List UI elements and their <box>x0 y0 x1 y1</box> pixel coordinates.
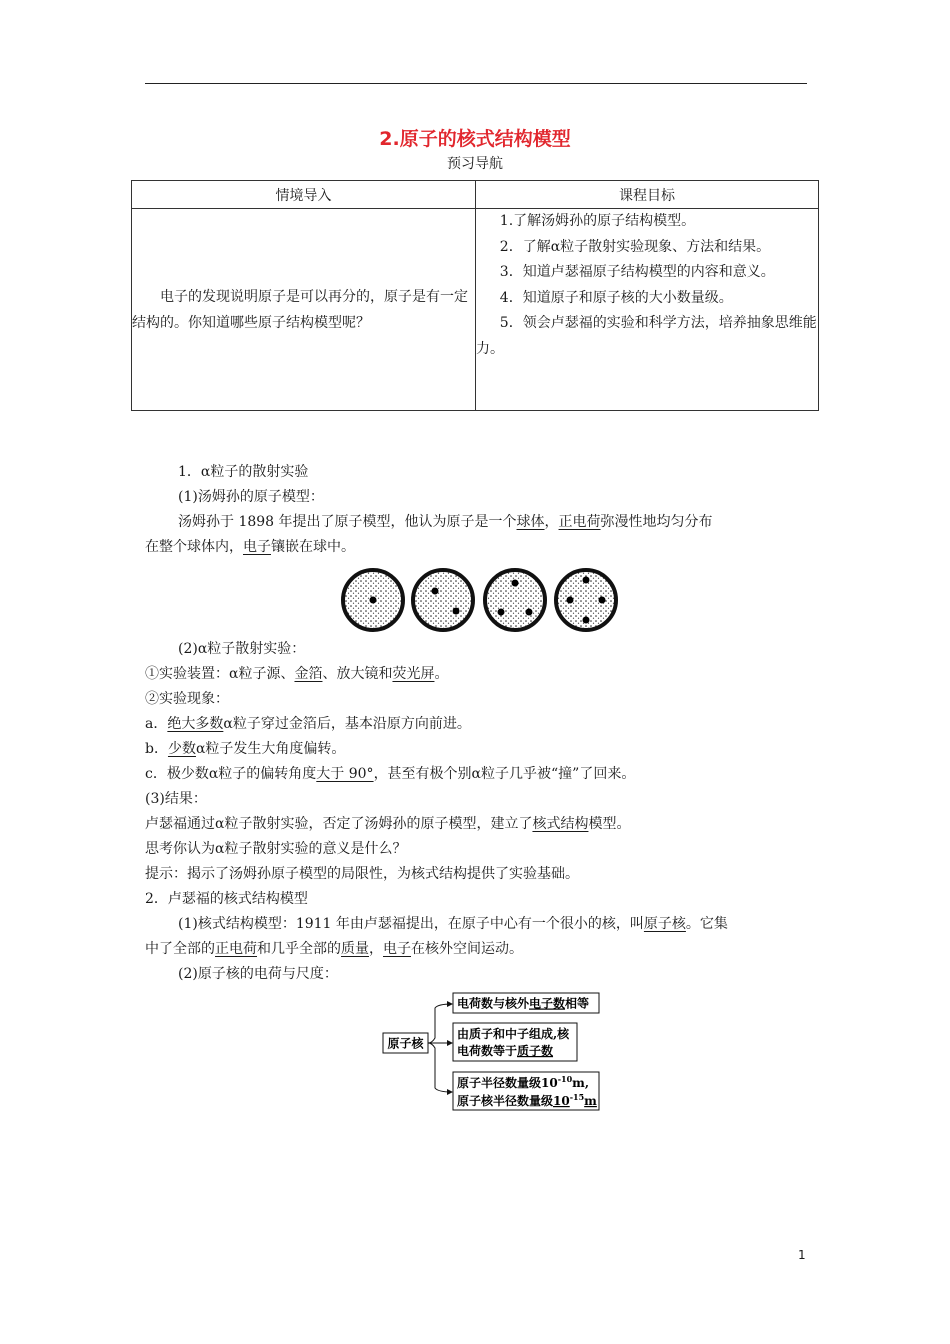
goal-item: 4．知道原子和原子核的大小数量级。 <box>499 289 733 306</box>
thomson-model-figure <box>340 565 620 637</box>
branch-3-line-1: 原子半径数量级$10^{-10}m$, <box>457 1074 590 1090</box>
section-heading: 2．卢瑟福的核式结构模型 <box>145 891 308 907</box>
preview-table <box>131 180 819 411</box>
experiment-device: ①实验装置：α粒子源、金箔、放大镜和荧光屏。 <box>145 666 449 682</box>
phenomenon-a: a．绝大多数α粒子穿过金箔后，基本沿原方向前进。 <box>145 716 471 732</box>
goal-item: 5．领会卢瑟福的实验和科学方法，培养抽象思维能力。 <box>476 315 817 357</box>
section-1-cont <box>145 637 810 987</box>
subheading: (3)结果： <box>145 791 207 807</box>
experiment-phenomena: ②实验现象： <box>145 691 229 707</box>
header-goals: 课程目标 <box>476 181 819 209</box>
branch-line-1 <box>428 1004 452 1043</box>
goal-item: 1.了解汤姆孙的原子结构模型。 <box>499 213 696 229</box>
goal-item: 2．了解α粒子散射实验现象、方法和结果。 <box>499 238 771 255</box>
subheading: (2)α粒子散射实验： <box>178 641 306 657</box>
section-heading: 1．α粒子的散射实验 <box>178 464 309 480</box>
result-text: 卢瑟福通过α粒子散射实验，否定了汤姆孙的原子模型，建立了核式结构模型。 <box>145 816 631 832</box>
page-subtitle: 预习导航 <box>447 156 503 172</box>
paragraph-nuclear-model: (1)核式结构模型：1911 年由卢瑟福提出，在原子中心有一个很小的核，叫原子核。它集 中了全部的正电荷和几乎全部的质量，电子在核外空间运动。 <box>145 916 728 957</box>
phenomenon-b: b．少数α粒子发生大角度偏转。 <box>145 741 346 757</box>
subheading: (2)原子核的电荷与尺度： <box>178 966 338 982</box>
branch-2-line-1: 由质子和中子组成,核 <box>457 1027 570 1041</box>
branch-line-3 <box>428 1043 452 1092</box>
header-intro: 情境导入 <box>132 181 476 209</box>
atom-model-4-electrons <box>556 570 616 630</box>
phenomenon-c: c．极少数α粒子的偏转角度大于 90°，甚至有极个别α粒子几乎被“撞”了回来。 <box>145 766 636 782</box>
think-question: 思考你认为α粒子散射实验的意义是什么？ <box>145 841 407 857</box>
page-number: 1 <box>798 1248 806 1262</box>
subheading: (1)汤姆孙的原子模型： <box>178 489 324 505</box>
atom-model-1-electron <box>343 570 403 630</box>
page-title: 2.原子的核式结构模型 <box>379 128 571 150</box>
branch-1-text: 电荷数与核外电子数相等 <box>457 996 590 1011</box>
atom-model-2-electrons <box>413 570 473 630</box>
intro-text: 电子的发现说明原子是可以再分的，原子是有一定结构的。你知道哪些原子结构模型呢？ <box>132 209 476 411</box>
hint-text: 提示：揭示了汤姆孙原子模型的局限性，为核式结构提供了实验基础。 <box>145 866 579 882</box>
header-rule <box>145 83 807 84</box>
branch-2-line-2: 电荷数等于质子数 <box>457 1044 554 1058</box>
goals-list <box>476 209 819 411</box>
branch-3-line-2: 原子核半径数量级$10^{-15}m$ <box>457 1092 597 1108</box>
root-label: 原子核 <box>387 1036 424 1051</box>
section-1 <box>145 460 810 560</box>
paragraph-thomson: 汤姆孙于 1898 年提出了原子模型，他认为原子是一个球体，正电荷弥漫性地均匀分布 在整个球体内，电子镶嵌在球中。 <box>145 514 713 555</box>
nucleus-diagram <box>380 990 610 1115</box>
goal-item: 3．知道卢瑟福原子结构模型的内容和意义。 <box>499 264 775 280</box>
atom-model-3-electrons <box>485 570 545 630</box>
